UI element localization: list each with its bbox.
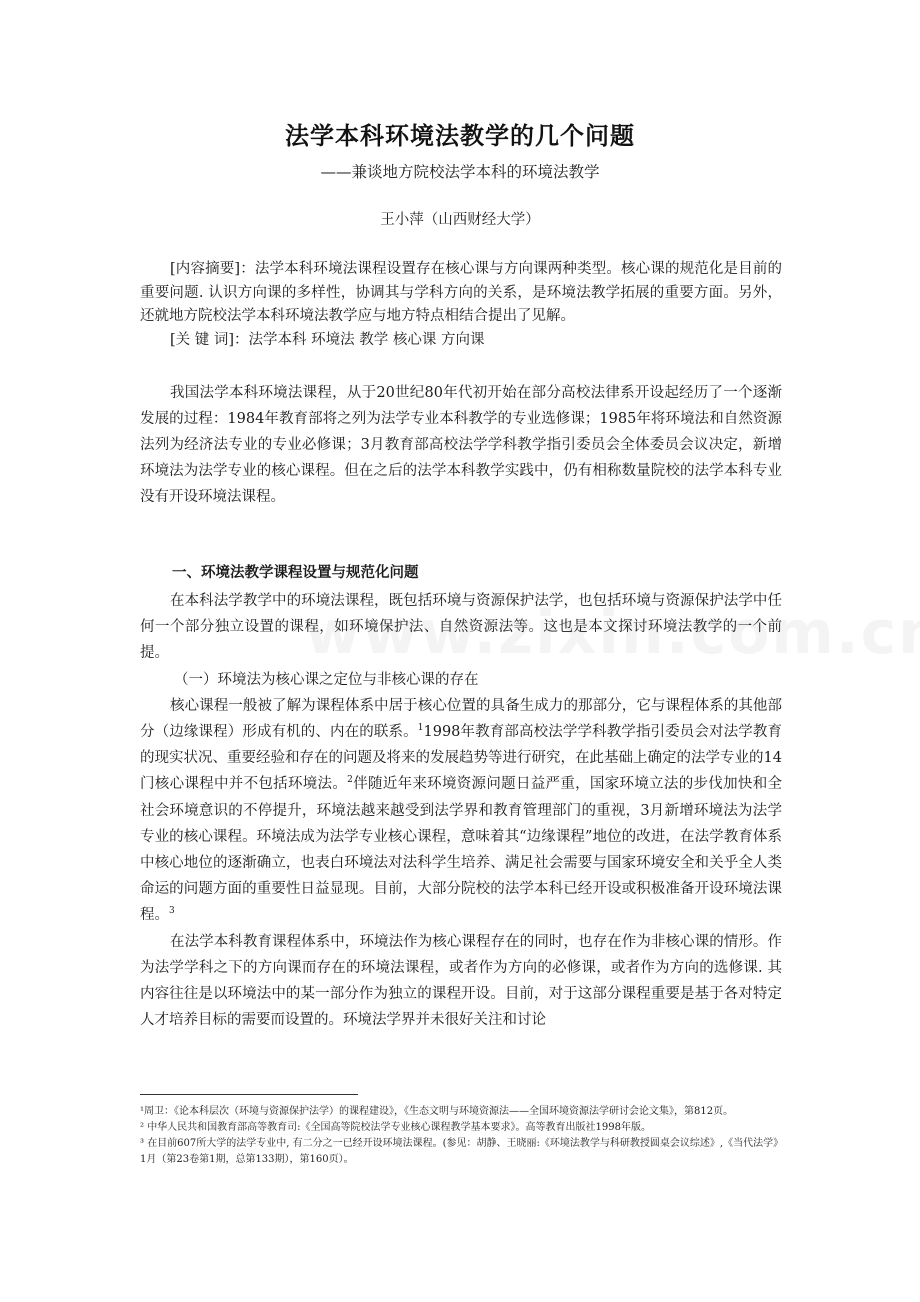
page-subtitle: ——兼谈地方院校法学本科的环境法教学 bbox=[320, 163, 600, 181]
footnote-2: ² 中华人民共和国教育部高等教育司:《全国高等院校法学专业核心课程教学基本要求》。高等教育出版社1998年版。 bbox=[140, 1122, 652, 1133]
footnote-divider bbox=[140, 1094, 358, 1095]
intro-block bbox=[140, 380, 782, 510]
page-title: 法学本科环境法教学的几个问题 bbox=[285, 122, 635, 150]
author-line: 王小萍（山西财经大学） bbox=[380, 212, 540, 228]
footnote-ref-2[interactable]: 2 bbox=[347, 775, 353, 786]
section1-paragraph-2 bbox=[140, 693, 782, 929]
section1-paragraph-1: 在本科法学教学中的环境法课程，既包括环境与资源保护法学，也包括环境与资源保护法学中任何一个部分独立设置的课程，如环境保护法、自然资源法等。这也是本文探讨环境法教学的一个前提。 bbox=[140, 593, 782, 662]
abstract-text: [内容摘要]：法学本科环境法课程设置存在核心课与方向课两种类型。核心课的规范化是目前的重要问题. 认识方向课的多样性，协调其与学科方向的关系，是环境法教学拓展的重要方面。另外，还就地方院校法学本科环境法教学应与地方特点相结合提出了见解。 bbox=[140, 261, 782, 324]
section1-paragraph-3: 在法学本科教育课程体系中，环境法作为核心课程存在的同时，也存在作为非核心课的情形。作为法学学科之下的方向课而存在的环境法课程，或者作为方向的必修课，或者作为方向的选修课. 其内容往往是以环境法中的某一部分作为独立的课程开设。目前，对于这部分课程重要是基于各对特定人才培养目标的需要而设置的。环境法学界并未很好关注和讨论 bbox=[140, 933, 782, 1029]
p2-part-c: 伴随近年来环境资源问题日益严重，国家环境立法的步伐加快和全社会环境意识的不停提升，环境法越来越受到法学界和教育管理部门的重视，3月新增环境法为法学专业的核心课程。环境法成为法学专业核心课程，意味着其“边缘课程”地位的改进，在法学教育体系中核心地位的逐渐确立，也表白环境法对法科学生培养、满足社会需要与国家环境安全和关乎全人类命运的问题方面的重要性日益显现。目前，大部分院校的法学本科已经开设或积极准备开设环境法课程。 bbox=[140, 776, 782, 924]
section-heading-1: 一、环境法教学课程设置与规范化问题 bbox=[172, 565, 419, 581]
footnote-ref-3[interactable]: 3 bbox=[169, 906, 175, 917]
intro-paragraph: 我国法学本科环境法课程，从于20世纪80年代初开始在部分高校法律系开设起经历了一个逐渐发展的过程：1984年教育部将之列为法学专业本科教学的专业选修课；1985年将环境法和自然资源法列为经济法专业的专业必修课；3月教育部高校法学学科教学指引委员会全体委员会议决定，新增环境法为法学专业的核心课程。但在之后的法学本科教学实践中，仍有相称数量院校的法学本科专业没有开设环境法课程。 bbox=[140, 385, 782, 505]
section1-body bbox=[140, 588, 782, 1033]
p2-part-b: 1998年教育部高校法学学科教学指引委员会对法学教育的现实状况、重要经验和存在的问题及将来的发展趋势等进行研究，在此基础上确定的法学专业的14门核心课程中并不包括环境法。 bbox=[140, 724, 783, 793]
abstract-block bbox=[140, 258, 782, 352]
footnote-ref-1[interactable]: 1 bbox=[417, 723, 424, 734]
subsection-heading-1: （一）环境法为核心课之定位与非核心课的存在 bbox=[174, 671, 479, 688]
footnote-3: ³ 在目前607所大学的法学专业中, 有二分之一已经开设环境法课程。(参见：胡静、王晓丽:《环境法教学与科研教授圆桌会议综述》,《当代法学》1月（第23卷第1期，总第133期），第160页）。 bbox=[140, 1138, 779, 1165]
footnote-1: ¹周卫：《论本科层次（环境与资源保护法学）的课程建设》，《生态文明与环境资源法——全国环境资源法学研讨会论文集》，第812页。 bbox=[140, 1106, 734, 1117]
p2-part-a: 核心课程一般被了解为课程体系中居于核心位置的具备生成力的那部分，它与课程体系的其他部分（边缘课程）形成有机的、内在的联系。 bbox=[140, 697, 782, 741]
keywords-text: [关 键 词]：法学本科 环境法 教学 核心课 方向课 bbox=[170, 331, 485, 348]
footnotes-block bbox=[140, 1104, 782, 1168]
